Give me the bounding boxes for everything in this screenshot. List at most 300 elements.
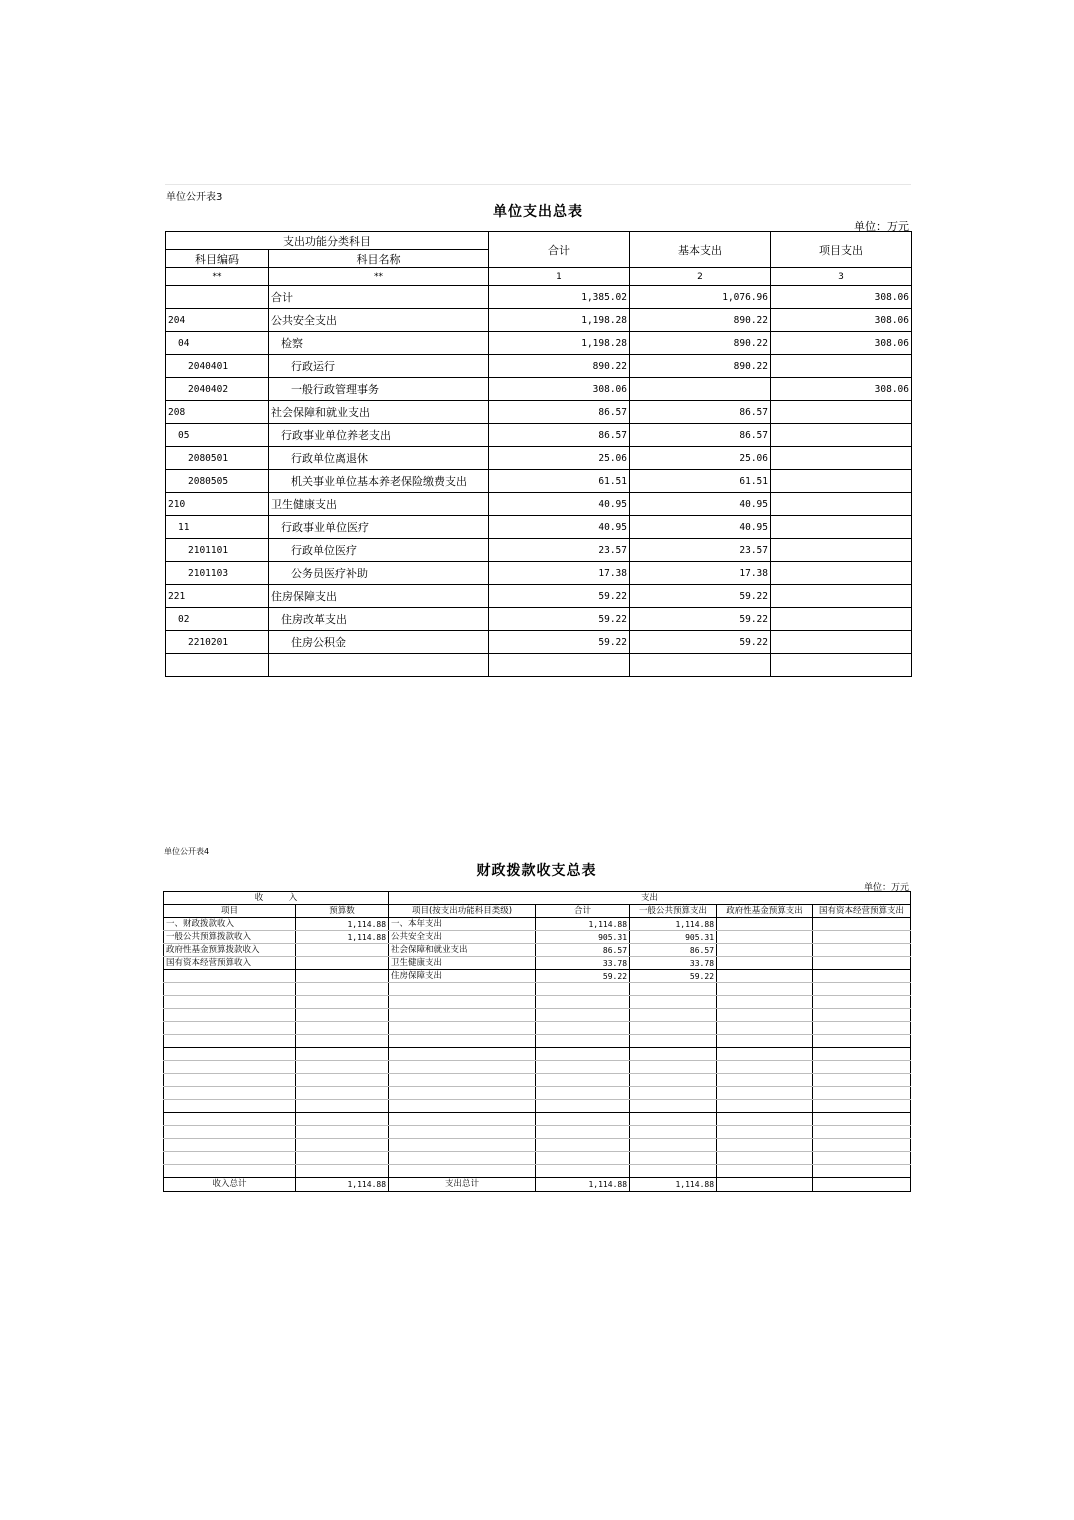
table3-code-cell: 221 [166,585,269,608]
table4-state-capital-cell [813,983,911,996]
table4-total-expense-value: 1,114.88 [536,1178,630,1192]
table4-gov-fund-cell [717,996,813,1009]
table3-unit: 单位：万元 [854,220,909,233]
table4-expense-total-cell [536,996,630,1009]
table4-expense-item-cell: 社会保障和就业支出 [389,944,536,957]
table3-code-cell: 2040402 [166,378,269,401]
table4-expense-total-cell [536,983,630,996]
table3-basic-cell: 59.22 [630,585,771,608]
table4-general-cell [630,1126,717,1139]
table4-expense-item-cell [389,1061,536,1074]
table4-header-item: 项目 [164,905,296,918]
table4-expense-item-cell: 卫生健康支出 [389,957,536,970]
table3-name-cell: 公共安全支出 [269,309,489,332]
table3-total-cell: 40.95 [489,493,630,516]
table4-expense-total-cell [536,1152,630,1165]
table4-state-capital-cell [813,1035,911,1048]
table4-header-gov-fund: 政府性基金预算支出 [717,905,813,918]
table4-row [164,1126,911,1139]
table4-income-budget-cell [296,1152,389,1165]
table4-general-cell [630,1152,717,1165]
table3-total-cell: 1,198.28 [489,332,630,355]
table4-tag: 单位公开表4 [164,847,210,856]
table4-general-cell [630,996,717,1009]
table3-basic-cell: 17.38 [630,562,771,585]
table4-gov-fund-cell [717,1035,813,1048]
table3-header-name: 科目名称 [269,250,489,268]
table3-code-cell: 2210201 [166,631,269,654]
table4-income-budget-cell [296,983,389,996]
table3-basic-cell: 25.06 [630,447,771,470]
table4-total-general-value: 1,114.88 [630,1178,717,1192]
table3-total-cell: 59.22 [489,631,630,654]
table3-total-cell: 40.95 [489,516,630,539]
table4-income-budget-cell [296,1048,389,1061]
table4-row [164,957,911,970]
table4-general-cell: 1,114.88 [630,918,717,931]
table3-total-cell: 1,198.28 [489,309,630,332]
table3-name-cell: 合计 [269,286,489,309]
table3-name-cell: 住房保障支出 [269,585,489,608]
table4-expense-total-cell [536,1087,630,1100]
table4-income-budget-cell [296,1061,389,1074]
table4-income-item-cell [164,1126,296,1139]
table3-basic-cell: 890.22 [630,332,771,355]
table4-state-capital-cell [813,1048,911,1061]
table4-gov-fund-cell [717,1022,813,1035]
table3-total-cell: 1,385.02 [489,286,630,309]
table4-general-cell [630,1009,717,1022]
table3-project-cell: 308.06 [771,378,912,401]
table4-general-cell [630,1139,717,1152]
table4-row [164,1087,911,1100]
table4-state-capital-cell [813,1022,911,1035]
table3-basic-cell: 890.22 [630,355,771,378]
table4-row [164,1113,911,1126]
table4-grid [163,891,911,1192]
table4-state-capital-cell [813,918,911,931]
table3-index-cell: 2 [630,268,771,286]
table4-expense-total-cell [536,1100,630,1113]
table4-gov-fund-cell [717,1152,813,1165]
table3-header-code: 科目编码 [166,250,269,268]
table4-income-item-cell: 一般公共预算拨款收入 [164,931,296,944]
table4-row [164,1035,911,1048]
table4-state-capital-cell [813,970,911,983]
table4-row [164,1139,911,1152]
table4-gov-fund-cell [717,1165,813,1178]
table3-basic-cell: 86.57 [630,424,771,447]
table3-code-cell [166,286,269,309]
table4-income-budget-cell [296,1126,389,1139]
table3-project-cell [771,424,912,447]
table4-expense-item-cell [389,1087,536,1100]
table4-body [164,918,911,1178]
table3-row [166,401,912,424]
table3-code-cell: 04 [166,332,269,355]
table4-row [164,944,911,957]
table4-row [164,931,911,944]
table4-income-budget-cell [296,1035,389,1048]
table3-name-cell: 住房公积金 [269,631,489,654]
table3-total-cell: 59.22 [489,608,630,631]
table3-basic-cell: 890.22 [630,309,771,332]
table4-state-capital-cell [813,944,911,957]
table4-income-item-cell [164,1113,296,1126]
table3-total-cell: 61.51 [489,470,630,493]
table3-basic-cell: 61.51 [630,470,771,493]
table3-basic-cell: 40.95 [630,493,771,516]
table3-project-cell [771,654,912,677]
table4-gov-fund-cell [717,970,813,983]
table4-income-budget-cell [296,970,389,983]
table4-gov-fund-cell [717,918,813,931]
table4-income-item-cell [164,996,296,1009]
table4-expense-total-cell [536,1022,630,1035]
table4-income-item-cell: 政府性基金预算拨款收入 [164,944,296,957]
table3-title: 单位支出总表 [493,204,583,220]
table4-gov-fund-cell [717,1139,813,1152]
table4-total-gov-fund-value [717,1178,813,1192]
table3-row [166,654,912,677]
table4-expense-total-cell: 59.22 [536,970,630,983]
table3-row [166,631,912,654]
table4-expense-item-cell: 住房保障支出 [389,970,536,983]
table4-gov-fund-cell [717,957,813,970]
table3-basic-cell: 23.57 [630,539,771,562]
table4-income-item-cell [164,970,296,983]
table4-income-item-cell [164,1009,296,1022]
table3-row [166,539,912,562]
table3-total-cell: 23.57 [489,539,630,562]
table4-general-cell: 86.57 [630,944,717,957]
table3-name-cell: 行政事业单位医疗 [269,516,489,539]
table3-row [166,516,912,539]
table3-project-cell [771,608,912,631]
table4-expense-total-cell [536,1061,630,1074]
table3-name-cell: 机关事业单位基本养老保险缴费支出 [269,470,489,493]
table4-expense-item-cell [389,983,536,996]
table4-general-cell: 59.22 [630,970,717,983]
table3-total-cell: 86.57 [489,424,630,447]
table3-index-cell: ** [166,268,269,286]
table3-code-cell: 2080501 [166,447,269,470]
table4-income-budget-cell [296,1139,389,1152]
table4-header-general: 一般公共预算支出 [630,905,717,918]
table4-state-capital-cell [813,1100,911,1113]
table4-income-item-cell [164,1035,296,1048]
table4-gov-fund-cell [717,1087,813,1100]
table4-header-income: 收 入 [164,892,389,905]
table3-total-cell: 59.22 [489,585,630,608]
table4-income-budget-cell: 1,114.88 [296,931,389,944]
table4-expense-total-cell: 86.57 [536,944,630,957]
table3-basic-cell: 1,076.96 [630,286,771,309]
table3-tag: 单位公开表3 [166,192,223,203]
table3-row [166,447,912,470]
table4-expense-total-cell [536,1009,630,1022]
table3-project-cell [771,539,912,562]
table4-row [164,996,911,1009]
table3-row [166,424,912,447]
table3-code-cell: 05 [166,424,269,447]
table4-gov-fund-cell [717,1113,813,1126]
table3-name-cell: 行政事业单位养老支出 [269,424,489,447]
table3-basic-cell [630,378,771,401]
table3-top-rule [165,184,911,185]
table4-income-budget-cell [296,1022,389,1035]
table4-row [164,1009,911,1022]
table4-expense-item-cell: 一、本年支出 [389,918,536,931]
table4-title: 财政拨款收支总表 [476,863,597,879]
table3-total-cell: 25.06 [489,447,630,470]
table4-state-capital-cell [813,1009,911,1022]
table4-total-expense-label: 支出总计 [389,1178,536,1192]
table3-project-cell [771,493,912,516]
table4-row [164,1061,911,1074]
table4-income-item-cell [164,1152,296,1165]
table3-index-cell: 3 [771,268,912,286]
table4-expense-item-cell [389,1009,536,1022]
table4-income-item-cell: 一、财政拨款收入 [164,918,296,931]
table3-project-cell [771,401,912,424]
table4-row [164,1152,911,1165]
table4-row [164,1074,911,1087]
table3-name-cell: 公务员医疗补助 [269,562,489,585]
table4-income-item-cell [164,1139,296,1152]
table3-row [166,355,912,378]
table3-project-cell [771,447,912,470]
table3-code-cell: 210 [166,493,269,516]
table4-state-capital-cell [813,996,911,1009]
table4-general-cell [630,1165,717,1178]
table3-index-cell: ** [269,268,489,286]
table3-total-cell: 890.22 [489,355,630,378]
table4-income-item-cell [164,1087,296,1100]
table3-code-cell: 208 [166,401,269,424]
table4-income-budget-cell [296,996,389,1009]
table4-income-item-cell [164,1074,296,1087]
table4-general-cell: 33.78 [630,957,717,970]
table4-header-total: 合计 [536,905,630,918]
table3-row [166,585,912,608]
table4-income-item-cell [164,1022,296,1035]
table3-name-cell: 检察 [269,332,489,355]
table3-row [166,378,912,401]
table4-income-budget-cell [296,1113,389,1126]
table4-income-budget-cell: 1,114.88 [296,918,389,931]
table3-row [166,562,912,585]
table3-basic-cell: 86.57 [630,401,771,424]
table4-row [164,1165,911,1178]
table4-expense-total-cell [536,1048,630,1061]
table3-code-cell: 2101101 [166,539,269,562]
table3-project-cell [771,355,912,378]
table4-general-cell [630,1035,717,1048]
table4-state-capital-cell [813,1139,911,1152]
table3-row [166,286,912,309]
table3-name-cell: 一般行政管理事务 [269,378,489,401]
table4-gov-fund-cell [717,983,813,996]
table3-name-cell: 行政单位医疗 [269,539,489,562]
table3-name-cell: 社会保障和就业支出 [269,401,489,424]
table4-expense-item-cell [389,1152,536,1165]
table4-state-capital-cell [813,957,911,970]
table4-state-capital-cell [813,1152,911,1165]
table4-income-budget-cell [296,944,389,957]
table4-income-item-cell [164,1100,296,1113]
table4-expense-total-cell [536,1126,630,1139]
table4-expense-total-cell [536,1074,630,1087]
table3-total-cell [489,654,630,677]
table4-row [164,1022,911,1035]
table3-total-cell: 86.57 [489,401,630,424]
table4-general-cell [630,1100,717,1113]
table3-code-cell: 2080505 [166,470,269,493]
table3-header-group: 支出功能分类科目 [166,232,489,250]
table3-project-cell: 308.06 [771,286,912,309]
table4-state-capital-cell [813,1074,911,1087]
table4-general-cell [630,983,717,996]
table4-income-item-cell [164,1165,296,1178]
table4-state-capital-cell [813,1061,911,1074]
table4-expense-item-cell [389,1139,536,1152]
table3-total-cell: 308.06 [489,378,630,401]
table3-project-cell [771,470,912,493]
table4-expense-item-cell [389,1113,536,1126]
table4-expense-item-cell [389,996,536,1009]
table3-row [166,608,912,631]
table3-row [166,493,912,516]
table3-grid [165,231,912,677]
table4-gov-fund-cell [717,1074,813,1087]
table3-code-cell: 02 [166,608,269,631]
table3-row [166,332,912,355]
table3-project-cell [771,585,912,608]
table4-gov-fund-cell [717,1100,813,1113]
table4-income-budget-cell [296,1087,389,1100]
table4-income-budget-cell [296,957,389,970]
table4-income-budget-cell [296,1165,389,1178]
table3-code-cell: 11 [166,516,269,539]
table4-header-budget: 预算数 [296,905,389,918]
table4-income-item-cell: 国有资本经营预算收入 [164,957,296,970]
table3-project-cell [771,631,912,654]
table4-gov-fund-cell [717,944,813,957]
table4-general-cell [630,1048,717,1061]
table4-expense-total-cell [536,1165,630,1178]
table3-index-cell: 1 [489,268,630,286]
table3-code-cell: 204 [166,309,269,332]
table3-name-cell [269,654,489,677]
table4-gov-fund-cell [717,1048,813,1061]
table3-project-cell: 308.06 [771,332,912,355]
table4-expense-item-cell [389,1126,536,1139]
table3-basic-cell [630,654,771,677]
table3-row [166,309,912,332]
table3-header-basic: 基本支出 [630,232,771,268]
table4-state-capital-cell [813,1087,911,1100]
table3-header-project: 项目支出 [771,232,912,268]
table3-name-cell: 住房改革支出 [269,608,489,631]
table3-code-cell: 2040401 [166,355,269,378]
table3-project-cell: 308.06 [771,309,912,332]
table4-general-cell [630,1061,717,1074]
table4-state-capital-cell [813,1126,911,1139]
table4-expense-total-cell: 33.78 [536,957,630,970]
table4-expense-total-cell: 905.31 [536,931,630,944]
table4-expense-item-cell [389,1165,536,1178]
table4-expense-item-cell [389,1022,536,1035]
table4-row [164,1048,911,1061]
table3-name-cell: 卫生健康支出 [269,493,489,516]
table4-expense-item-cell [389,1074,536,1087]
table4-row [164,970,911,983]
table4-total-income-value: 1,114.88 [296,1178,389,1192]
table4-expense-item-cell: 公共安全支出 [389,931,536,944]
table4-income-item-cell [164,983,296,996]
table4-total-row [164,1178,911,1192]
table4-general-cell [630,1022,717,1035]
table4-income-budget-cell [296,1100,389,1113]
table4-expense-total-cell: 1,114.88 [536,918,630,931]
table4-expense-item-cell [389,1048,536,1061]
table4-gov-fund-cell [717,931,813,944]
table4-gov-fund-cell [717,1009,813,1022]
table3-body [166,286,912,677]
table4-general-cell [630,1113,717,1126]
table4-row [164,983,911,996]
table4-state-capital-cell [813,931,911,944]
table4-total-state-capital-value [813,1178,911,1192]
table4-income-item-cell [164,1061,296,1074]
table4-gov-fund-cell [717,1061,813,1074]
table3-total-cell: 17.38 [489,562,630,585]
table4-header-exp-item: 项目(按支出功能科目类级) [389,905,536,918]
table3-project-cell [771,562,912,585]
table4-gov-fund-cell [717,1126,813,1139]
table3-code-cell [166,654,269,677]
table3-project-cell [771,516,912,539]
table4-header-state-capital: 国有资本经营预算支出 [813,905,911,918]
table3-name-cell: 行政运行 [269,355,489,378]
table3-basic-cell: 59.22 [630,608,771,631]
table4-income-budget-cell [296,1074,389,1087]
table4-row [164,1100,911,1113]
table4-general-cell: 905.31 [630,931,717,944]
table3-basic-cell: 40.95 [630,516,771,539]
table4-state-capital-cell [813,1113,911,1126]
table4-unit: 单位：万元 [863,883,909,893]
table4-expense-item-cell [389,1100,536,1113]
table3-header-total: 合计 [489,232,630,268]
table4-expense-item-cell [389,1035,536,1048]
table3-basic-cell: 59.22 [630,631,771,654]
table4-expense-total-cell [536,1035,630,1048]
table4-general-cell [630,1087,717,1100]
table4-expense-total-cell [536,1113,630,1126]
table4-header-expense: 支出 [389,892,911,905]
table4-state-capital-cell [813,1165,911,1178]
table4-income-item-cell [164,1048,296,1061]
table4-income-budget-cell [296,1009,389,1022]
table4-row [164,918,911,931]
table4-expense-total-cell [536,1139,630,1152]
table3-name-cell: 行政单位离退休 [269,447,489,470]
table3-code-cell: 2101103 [166,562,269,585]
table3-row [166,470,912,493]
table4-total-income-label: 收入总计 [164,1178,296,1192]
